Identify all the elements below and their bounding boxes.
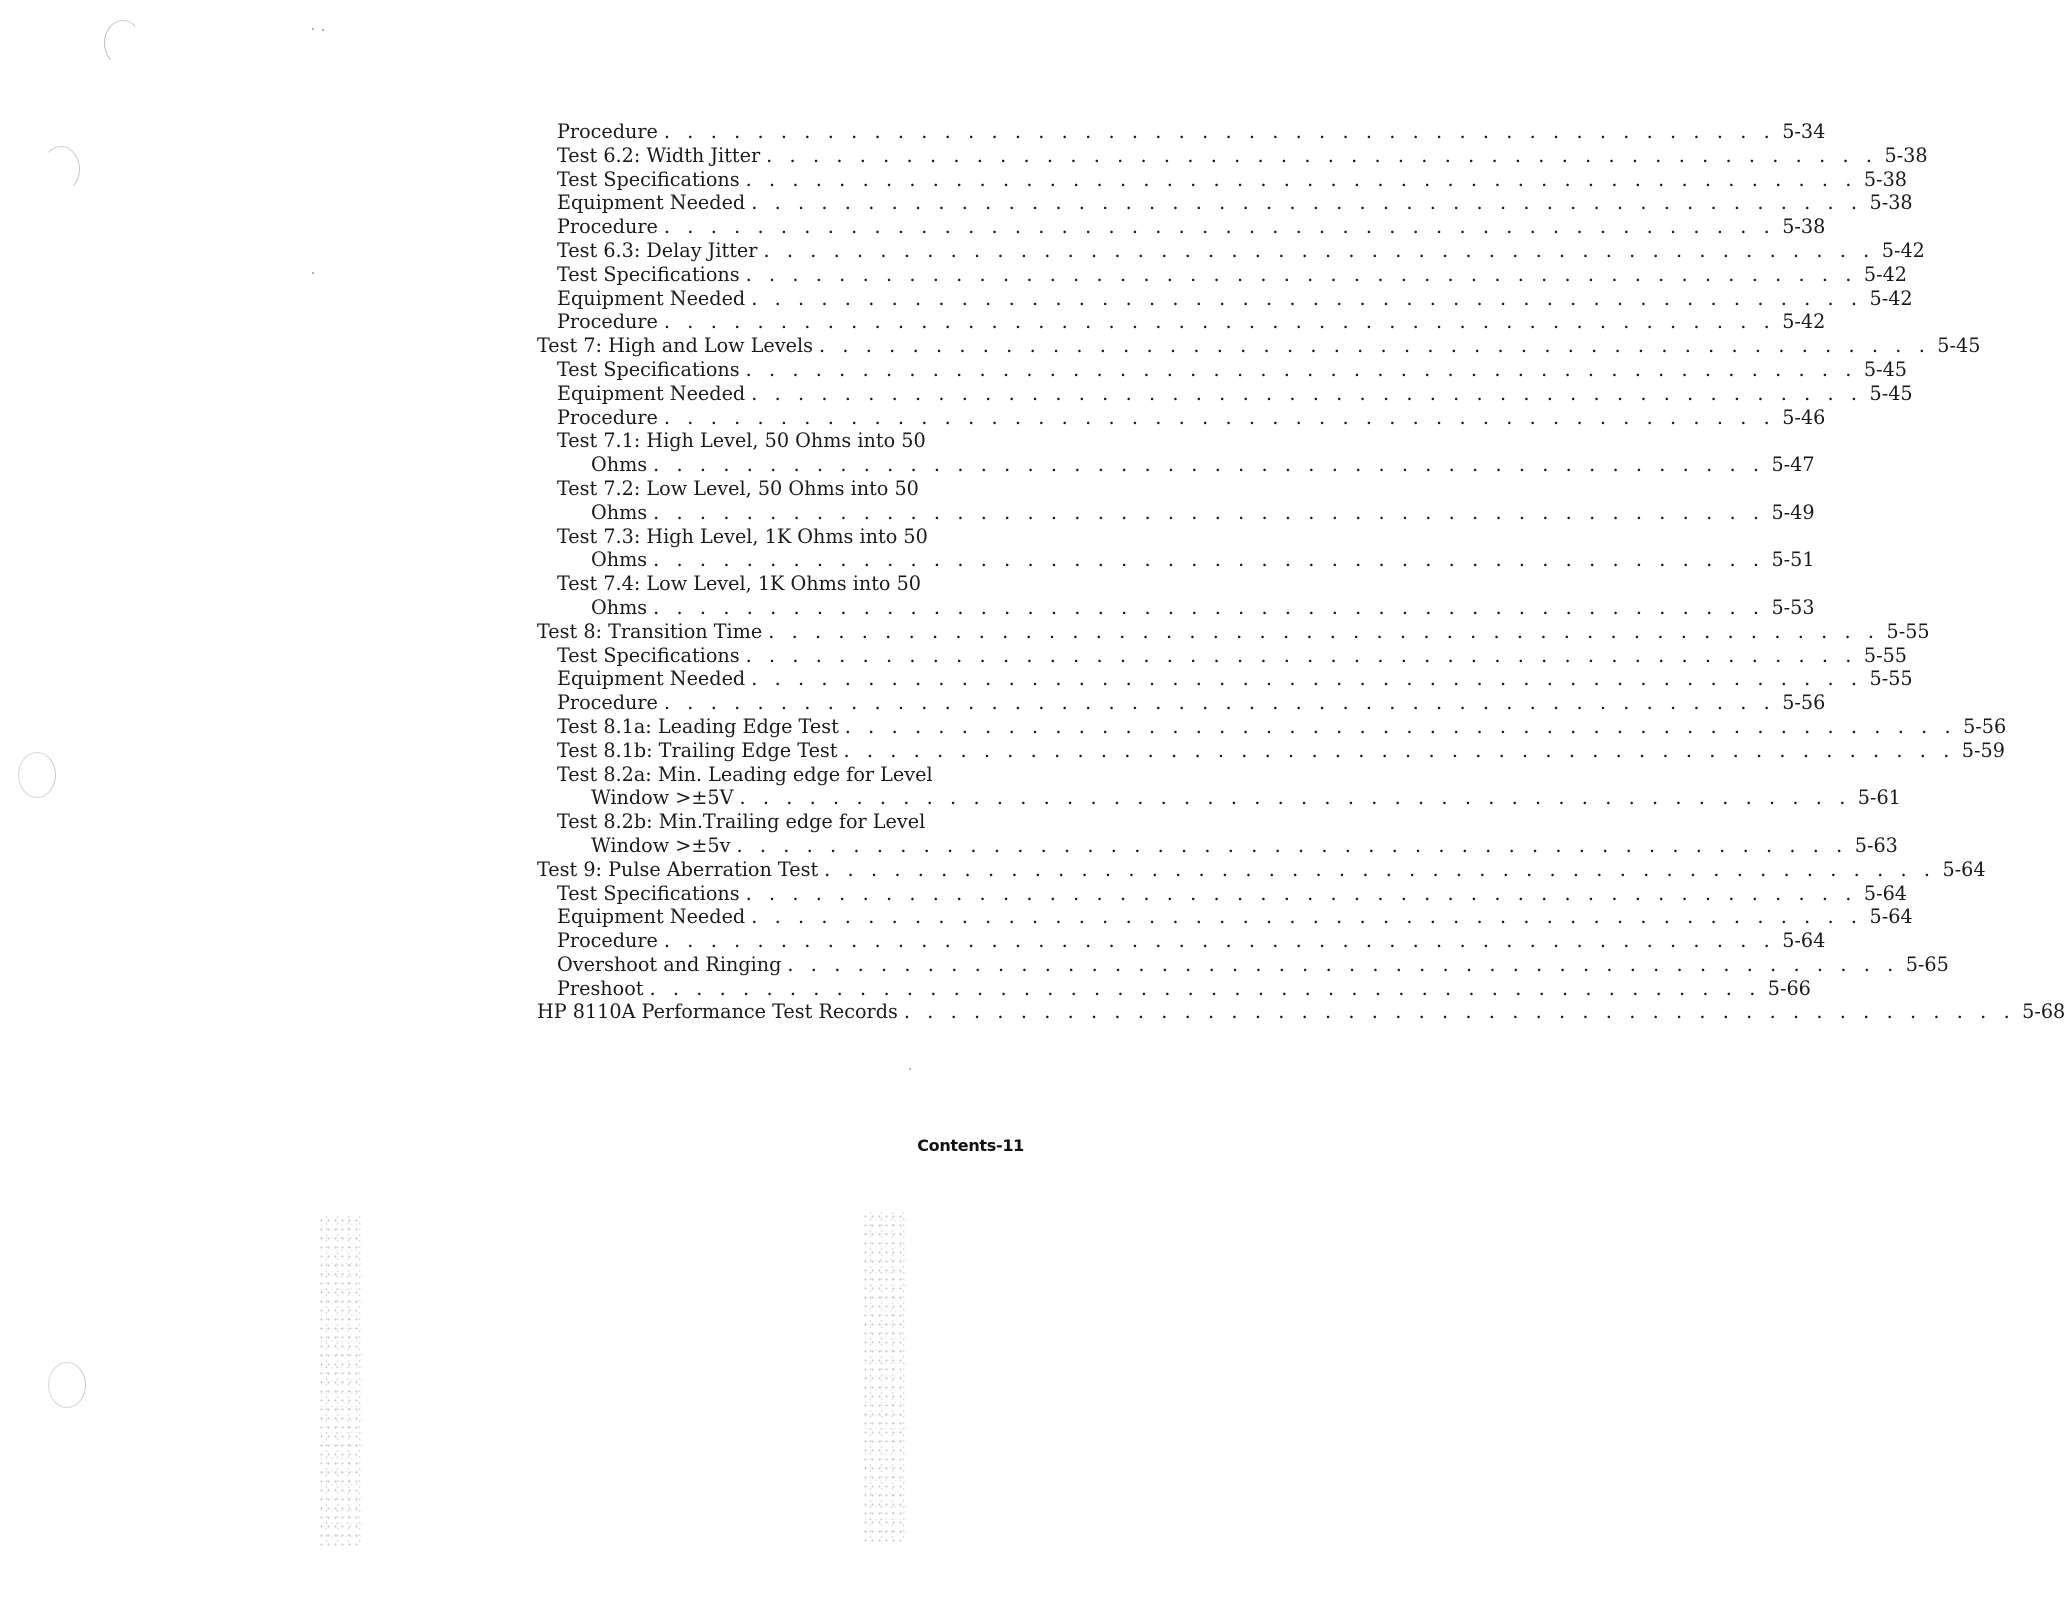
- toc-page-number: 5-45: [1937, 334, 1981, 358]
- toc-page-number: 5-66: [1767, 976, 1811, 1000]
- toc-entry[interactable]: [537, 286, 1913, 311]
- punch-hole-mark: [48, 1362, 86, 1408]
- dot-leader: . . . . . . . . . . . . . . . . . . . . . . . . . . . . . . . . . . . . . . . . . . . . . . . .: [663, 691, 1776, 715]
- scan-noise-strip: [862, 1212, 906, 1542]
- toc-entry-label: Equipment Needed: [557, 191, 746, 215]
- toc-entry-heading[interactable]: Test 7.4: Low Level, 1K Ohms into 50: [557, 572, 921, 596]
- toc-page-number: 5-49: [1771, 500, 1815, 524]
- dot-leader: . . . . . . . . . . . . . . . . . . . . . . . . . . . . . . . . . . . . . . . . . . . . . . . .: [653, 453, 1765, 477]
- dot-leader: . . . . . . . . . . . . . . . . . . . . . . . . . . . . . . . . . . . . . . . . . . . . . . . .: [649, 976, 1761, 1000]
- toc-entry[interactable]: [537, 357, 1907, 382]
- toc-page-number: 5-59: [1961, 738, 2005, 762]
- toc-entry-label: Test 8.1b: Trailing Edge Test: [557, 738, 838, 762]
- toc-entry-label: Test Specifications: [557, 881, 740, 905]
- dot-leader: . . . . . . . . . . . . . . . . . . . . . . . . . . . . . . . . . . . . . . . . . . . . . . . .: [739, 786, 1851, 810]
- toc-entry[interactable]: [537, 595, 1815, 620]
- toc-page-number: 5-42: [1863, 262, 1907, 286]
- dot-leader: . . . . . . . . . . . . . . . . . . . . . . . . . . . . . . . . . . . . . . . . . . . . . . . .: [751, 905, 1863, 929]
- toc-page-number: 5-61: [1857, 786, 1901, 810]
- punch-hole-mark: [42, 146, 80, 192]
- dot-leader: . . . . . . . . . . . . . . . . . . . . . . . . . . . . . . . . . . . . . . . . . . . . . . . .: [745, 643, 1857, 667]
- toc-entry-heading[interactable]: Test 7.1: High Level, 50 Ohms into 50: [557, 429, 926, 453]
- toc-entry[interactable]: [537, 643, 1907, 668]
- toc-page-number: 5-53: [1771, 595, 1815, 619]
- dot-leader: . . . . . . . . . . . . . . . . . . . . . . . . . . . . . . . . . . . . . . . . . . . . . . . .: [745, 167, 1857, 191]
- toc-entry-label: Equipment Needed: [557, 381, 746, 405]
- toc-page-number: 5-55: [1869, 667, 1913, 691]
- toc-entry-label: Test 6.3: Delay Jitter: [557, 238, 758, 262]
- scan-speck: [312, 272, 314, 274]
- scan-speck: [909, 1068, 911, 1070]
- dot-leader: . . . . . . . . . . . . . . . . . . . . . . . . . . . . . . . . . . . . . . . . . . . . . . . .: [653, 500, 1765, 524]
- toc-entry-label: Procedure: [557, 120, 658, 143]
- dot-leader: . . . . . . . . . . . . . . . . . . . . . . . . . . . . . . . . . . . . . . . . . . . . . . . .: [663, 929, 1776, 953]
- table-of-contents: [537, 120, 2065, 1024]
- dot-leader: . . . . . . . . . . . . . . . . . . . . . . . . . . . . . . . . . . . . . . . . . . . . . . . .: [736, 833, 1848, 857]
- toc-entry[interactable]: [537, 167, 1907, 192]
- toc-entry[interactable]: [537, 215, 1826, 239]
- toc-page-number: 5-34: [1782, 120, 1826, 143]
- toc-page-number: 5-42: [1869, 286, 1913, 310]
- toc-entry[interactable]: [537, 1000, 2065, 1024]
- toc-entry[interactable]: [537, 310, 1826, 334]
- toc-page-number: 5-64: [1863, 881, 1907, 905]
- toc-page-number: 5-38: [1884, 143, 1928, 167]
- toc-page-number: 5-64: [1782, 929, 1826, 953]
- dot-leader: . . . . . . . . . . . . . . . . . . . . . . . . . . . . . . . . . . . . . . . . . . . . . . . .: [818, 334, 1931, 358]
- toc-entry[interactable]: [537, 120, 1826, 144]
- page-footer-label: Contents-11: [917, 1136, 1024, 1155]
- toc-entry[interactable]: [537, 905, 1913, 929]
- dot-leader: . . . . . . . . . . . . . . . . . . . . . . . . . . . . . . . . . . . . . . . . . . . . . . . .: [663, 120, 1776, 143]
- toc-entry[interactable]: [537, 500, 1815, 525]
- toc-entry-label: Ohms: [591, 595, 648, 619]
- toc-page-number: 5-38: [1869, 191, 1913, 215]
- toc-entry-label: Window >±5V: [591, 786, 734, 810]
- toc-page-number: 5-68: [2022, 1000, 2065, 1024]
- toc-entry-label: Test 7: High and Low Levels: [537, 334, 813, 358]
- toc-entry-label: Test Specifications: [557, 167, 740, 191]
- dot-leader: . . . . . . . . . . . . . . . . . . . . . . . . . . . . . . . . . . . . . . . . . . . . . . . .: [751, 286, 1863, 310]
- dot-leader: . . . . . . . . . . . . . . . . . . . . . . . . . . . . . . . . . . . . . . . . . . . . . . . .: [751, 667, 1863, 691]
- toc-entry[interactable]: [537, 952, 1949, 977]
- toc-entry-label: Overshoot and Ringing: [557, 952, 782, 976]
- dot-leader: . . . . . . . . . . . . . . . . . . . . . . . . . . . . . . . . . . . . . . . . . . . . . . . .: [745, 881, 1857, 905]
- toc-entry-label: Test 6.2: Width Jitter: [557, 143, 761, 167]
- toc-entry-label: Test Specifications: [557, 357, 740, 381]
- toc-entry[interactable]: [537, 238, 1925, 263]
- dot-leader: . . . . . . . . . . . . . . . . . . . . . . . . . . . . . . . . . . . . . . . . . . . . . . . .: [663, 215, 1776, 239]
- toc-entry-label: HP 8110A Performance Test Records: [537, 1000, 898, 1024]
- toc-page-number: 5-64: [1869, 905, 1913, 929]
- dot-leader: . . . . . . . . . . . . . . . . . . . . . . . . . . . . . . . . . . . . . . . . . . . . . . . .: [763, 238, 1875, 262]
- toc-entry[interactable]: [537, 857, 1986, 882]
- toc-entry[interactable]: [537, 191, 1913, 215]
- dot-leader: . . . . . . . . . . . . . . . . . . . . . . . . . . . . . . . . . . . . . . . . . . . . . . . .: [653, 595, 1765, 619]
- dot-leader: . . . . . . . . . . . . . . . . . . . . . . . . . . . . . . . . . . . . . . . . . . . . . . . .: [653, 548, 1765, 572]
- toc-entry-label: Preshoot: [557, 976, 644, 1000]
- punch-hole-mark: [104, 20, 142, 66]
- toc-page-number: 5-38: [1863, 167, 1907, 191]
- toc-entry-heading[interactable]: Test 8.2a: Min. Leading edge for Level: [557, 762, 933, 786]
- toc-entry[interactable]: [537, 881, 1907, 906]
- toc-page-number: 5-63: [1854, 833, 1898, 857]
- toc-entry[interactable]: [537, 262, 1907, 287]
- dot-leader: . . . . . . . . . . . . . . . . . . . . . . . . . . . . . . . . . . . . . . . . . . . . . . . .: [844, 714, 1957, 738]
- dot-leader: . . . . . . . . . . . . . . . . . . . . . . . . . . . . . . . . . . . . . . . . . . . . . . . .: [824, 857, 1936, 881]
- toc-entry-label: Ohms: [591, 548, 648, 572]
- toc-entry-label: Procedure: [557, 929, 658, 953]
- toc-page-number: 5-55: [1863, 643, 1907, 667]
- toc-page-number: 5-56: [1782, 691, 1826, 715]
- toc-entry-label: Equipment Needed: [557, 905, 746, 929]
- toc-entry-label: Test Specifications: [557, 643, 740, 667]
- toc-entry[interactable]: [537, 786, 1901, 810]
- toc-entry[interactable]: [537, 619, 1930, 644]
- toc-entry-label: Ohms: [591, 453, 648, 477]
- toc-entry-heading[interactable]: Test 8.2b: Min.Trailing edge for Level: [557, 810, 926, 834]
- toc-page-number: 5-47: [1771, 453, 1815, 477]
- toc-page-number: 5-51: [1771, 548, 1815, 572]
- dot-leader: . . . . . . . . . . . . . . . . . . . . . . . . . . . . . . . . . . . . . . . . . . . . . . . .: [787, 952, 1899, 976]
- scan-speck: [312, 28, 314, 30]
- toc-page-number: 5-46: [1782, 405, 1826, 429]
- toc-entry[interactable]: [537, 143, 1928, 168]
- toc-entry[interactable]: [537, 976, 1811, 1001]
- toc-entry-label: Procedure: [557, 215, 658, 239]
- toc-entry-label: Test 8: Transition Time: [537, 619, 763, 643]
- toc-page-number: 5-38: [1782, 215, 1826, 239]
- toc-entry[interactable]: [537, 833, 1898, 858]
- toc-entry[interactable]: [537, 929, 1826, 953]
- dot-leader: . . . . . . . . . . . . . . . . . . . . . . . . . . . . . . . . . . . . . . . . . . . . . . . .: [751, 191, 1863, 215]
- toc-page-number: 5-64: [1942, 857, 1986, 881]
- dot-leader: . . . . . . . . . . . . . . . . . . . . . . . . . . . . . . . . . . . . . . . . . . . . . . . .: [843, 738, 1955, 762]
- toc-page-number: 5-55: [1886, 619, 1930, 643]
- toc-entry-label: Equipment Needed: [557, 667, 746, 691]
- toc-entry-label: Procedure: [557, 691, 658, 715]
- toc-entry[interactable]: [537, 453, 1815, 477]
- dot-leader: . . . . . . . . . . . . . . . . . . . . . . . . . . . . . . . . . . . . . . . . . . . . . . . .: [751, 381, 1863, 405]
- toc-entry-label: Procedure: [557, 310, 658, 334]
- toc-entry[interactable]: [537, 381, 1913, 406]
- toc-page-number: 5-56: [1963, 714, 2007, 738]
- dot-leader: . . . . . . . . . . . . . . . . . . . . . . . . . . . . . . . . . . . . . . . . . . . . . . . .: [663, 405, 1776, 429]
- toc-entry[interactable]: [537, 691, 1826, 715]
- toc-page-number: 5-65: [1905, 952, 1949, 976]
- toc-entry-label: Procedure: [557, 405, 658, 429]
- toc-entry-heading[interactable]: Test 7.2: Low Level, 50 Ohms into 50: [557, 476, 919, 500]
- toc-page-number: 5-42: [1881, 238, 1925, 262]
- toc-entry[interactable]: [537, 738, 2005, 763]
- toc-entry-label: Test 9: Pulse Aberration Test: [537, 857, 819, 881]
- toc-entry[interactable]: [537, 405, 1826, 430]
- dot-leader: . . . . . . . . . . . . . . . . . . . . . . . . . . . . . . . . . . . . . . . . . . . . . . . .: [745, 262, 1857, 286]
- dot-leader: . . . . . . . . . . . . . . . . . . . . . . . . . . . . . . . . . . . . . . . . . . . . . . . .: [768, 619, 1880, 643]
- toc-page-number: 5-45: [1869, 381, 1913, 405]
- toc-entry-label: Window >±5v: [591, 833, 731, 857]
- toc-entry-label: Ohms: [591, 500, 648, 524]
- dot-leader: . . . . . . . . . . . . . . . . . . . . . . . . . . . . . . . . . . . . . . . . . . . . . . . .: [766, 143, 1878, 167]
- scan-speck: [322, 29, 324, 31]
- dot-leader: . . . . . . . . . . . . . . . . . . . . . . . . . . . . . . . . . . . . . . . . . . . . . . . .: [903, 1000, 2016, 1024]
- toc-page-number: 5-42: [1782, 310, 1826, 334]
- toc-entry-label: Test Specifications: [557, 262, 740, 286]
- toc-entry[interactable]: [537, 334, 1981, 358]
- toc-entry[interactable]: [537, 548, 1815, 572]
- scan-noise-strip: [318, 1216, 362, 1546]
- toc-entry-heading[interactable]: Test 7.3: High Level, 1K Ohms into 50: [557, 524, 928, 548]
- toc-entry-label: Test 8.1a: Leading Edge Test: [557, 714, 839, 738]
- toc-entry[interactable]: [537, 714, 2007, 739]
- dot-leader: . . . . . . . . . . . . . . . . . . . . . . . . . . . . . . . . . . . . . . . . . . . . . . . .: [663, 310, 1776, 334]
- toc-page-number: 5-45: [1863, 357, 1907, 381]
- dot-leader: . . . . . . . . . . . . . . . . . . . . . . . . . . . . . . . . . . . . . . . . . . . . . . . .: [745, 357, 1857, 381]
- toc-entry-label: Equipment Needed: [557, 286, 746, 310]
- punch-hole-mark: [18, 752, 56, 798]
- toc-entry[interactable]: [537, 667, 1913, 691]
